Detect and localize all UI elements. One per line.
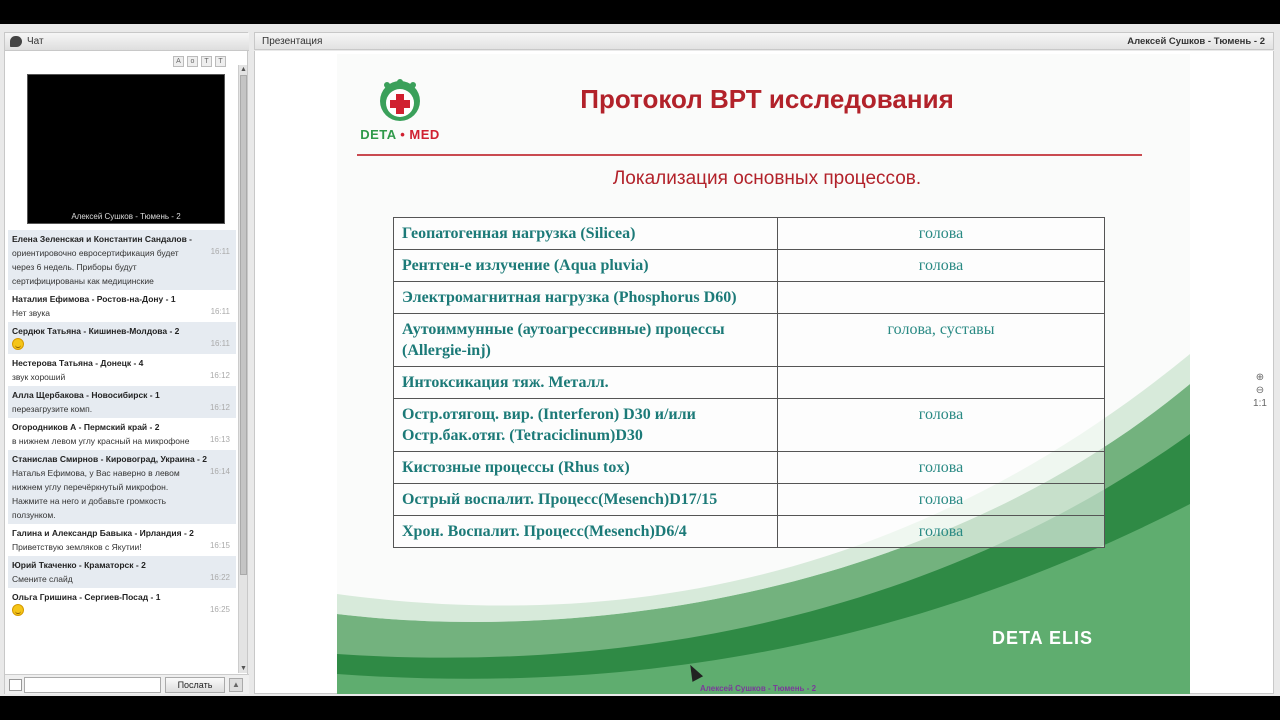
message-author: Юрий Ткаченко - Краматорск - 2 [12, 560, 146, 570]
send-button[interactable]: Послать [165, 677, 225, 693]
slide-title: Протокол ВРТ исследования [580, 84, 954, 114]
message-time: 16:12 [209, 403, 230, 412]
chat-toolbar [173, 56, 226, 68]
row-localization: голова [778, 250, 1105, 282]
table-row [394, 250, 1105, 282]
row-localization: голова [778, 484, 1105, 516]
table-row [394, 484, 1105, 516]
table-row [394, 314, 1105, 367]
chat-title: Чат [27, 36, 44, 47]
scrollbar-thumb[interactable] [240, 75, 247, 575]
chat-header [5, 33, 249, 51]
presenter-name: Алексей Сушков - Тюмень - 2 [1127, 36, 1265, 47]
message-author: Наталия Ефимова - Ростов-на-Дону - 1 [12, 294, 176, 304]
message-time: 16:11 [210, 339, 230, 348]
chat-message [8, 418, 236, 450]
chat-message [8, 354, 236, 386]
bell-icon[interactable]: ▲ [229, 678, 243, 692]
chat-scrollbar[interactable] [238, 65, 247, 673]
app-window [0, 24, 1280, 696]
table-row [394, 218, 1105, 250]
protocol-table [393, 217, 1105, 548]
message-author: Сердюк Татьяна - Кишинев-Молдова - 2 [12, 326, 180, 336]
message-time: 16:25 [209, 605, 230, 614]
deta-elis-brand: DETA ELIS [992, 628, 1094, 648]
row-process: Электромагнитная нагрузка (Phosphorus D60) [394, 282, 778, 314]
message-time: 16:12 [209, 371, 230, 380]
message-author: Ольга Гришина - Сергиев-Посад - 1 [12, 592, 161, 602]
chat-message [8, 386, 236, 418]
message-text: ориентировочно евросертификация будет через 6 недель. Приборы будут сертифицированы как медицинские [12, 248, 179, 286]
message-time: 16:14 [209, 467, 230, 476]
message-text: Приветствую земляков с Якутии! [12, 542, 142, 552]
table-row [394, 367, 1105, 399]
message-author: Огородников А - Пермский край - 2 [12, 422, 160, 432]
smiley-icon [12, 338, 24, 350]
video-label: Алексей Сушков - Тюмень - 2 [71, 212, 181, 221]
emoticon-icon[interactable] [9, 679, 22, 691]
chat-panel [4, 32, 248, 694]
zoom-controls [1252, 372, 1268, 411]
chat-message [8, 322, 236, 354]
font-smaller-button[interactable]: T [215, 56, 226, 67]
row-process: Рентген-е излучение (Aqua pluvia) [394, 250, 778, 282]
presentation-area [254, 51, 1274, 694]
row-process: Острый воспалит. Процесс(Mesench)D17/15 [394, 484, 778, 516]
table-row [394, 399, 1105, 452]
chat-message [8, 290, 236, 322]
chat-message [8, 524, 236, 556]
webcam-video [27, 74, 225, 224]
message-text: Нет звука [12, 308, 50, 318]
chat-messages [8, 230, 236, 670]
message-author: Станислав Смирнов - Кировоград, Украина - 2 [12, 454, 207, 464]
message-text: перезагрузите комп. [12, 404, 93, 414]
row-localization: голова [778, 399, 1105, 452]
table-row [394, 516, 1105, 548]
chat-message [8, 450, 236, 524]
row-localization [778, 367, 1105, 399]
font-larger-button[interactable]: T [201, 56, 212, 67]
message-time: 16:13 [209, 435, 230, 444]
zoom-out-icon[interactable]: ⊖ [1255, 385, 1265, 396]
row-process: Кистозные процессы (Rhus tox) [394, 452, 778, 484]
message-text: Смените слайд [12, 574, 73, 584]
message-author: Галина и Александр Бавыка - Ирландия - 2 [12, 528, 194, 538]
message-text: в нижнем левом углу красный на микрофоне [12, 436, 190, 446]
presentation-title: Презентация [262, 36, 323, 47]
chat-bubble-icon [10, 36, 22, 47]
row-localization: голова [778, 218, 1105, 250]
presentation-header [254, 32, 1274, 50]
table-row [394, 452, 1105, 484]
presenter-pointer-label: Алексей Сушков - Тюмень - 2 [700, 684, 817, 693]
row-process: Аутоиммунные (аутоагрессивные) процессы (Allergie-inj) [394, 314, 778, 367]
message-time: 16:11 [210, 307, 230, 316]
zoom-in-icon[interactable]: ⊕ [1255, 372, 1265, 383]
message-text: звук хороший [12, 372, 66, 382]
scroll-down-icon[interactable]: ▼ [240, 665, 247, 672]
message-author: Алла Щербакова - Новосибирск - 1 [12, 390, 160, 400]
message-time: 16:22 [209, 573, 230, 582]
logo-deta: DETA [360, 127, 397, 142]
row-localization [778, 282, 1105, 314]
row-localization: голова, суставы [778, 314, 1105, 367]
message-author: Елена Зеленская и Константин Сандалов - [12, 234, 192, 244]
row-localization: голова [778, 516, 1105, 548]
message-author: Нестерова Татьяна - Донецк - 4 [12, 358, 144, 368]
message-time: 16:15 [209, 541, 230, 550]
message-time: 16:11 [210, 247, 230, 256]
message-text: Наталья Ефимова, у Вас наверно в левом нижнем углу перечёркнутый микрофон. Нажмите на него и добавьте громкость ползунком. [12, 468, 180, 520]
slide-subtitle: Локализация основных процессов. [612, 168, 922, 189]
title-divider [357, 154, 1142, 156]
row-process: Интоксикация тяж. Металл. [394, 367, 778, 399]
scroll-up-icon[interactable]: ▲ [240, 66, 247, 73]
chat-input-row [5, 674, 249, 694]
logo-text: DETA • MED [360, 127, 440, 142]
smiley-icon [12, 604, 24, 616]
chat-tool-o[interactable]: o [187, 56, 198, 67]
row-process: Остр.отягощ. вир. (Interferon) D30 и/или Остр.бак.отяг. (Tetraciclinum)D30 [394, 399, 778, 452]
zoom-reset-label[interactable]: 1:1 [1253, 398, 1267, 409]
table-row [394, 282, 1105, 314]
chat-message [8, 556, 236, 588]
chat-message [8, 230, 236, 290]
slide [337, 54, 1190, 694]
row-localization: голова [778, 452, 1105, 484]
row-process: Хрон. Воспалит. Процесс(Mesench)D6/4 [394, 516, 778, 548]
chat-input[interactable] [24, 677, 161, 693]
logo-med: MED [409, 127, 440, 142]
chat-tool-a[interactable]: A [173, 56, 184, 67]
chat-message [8, 588, 236, 620]
row-process: Геопатогенная нагрузка (Silicea) [394, 218, 778, 250]
